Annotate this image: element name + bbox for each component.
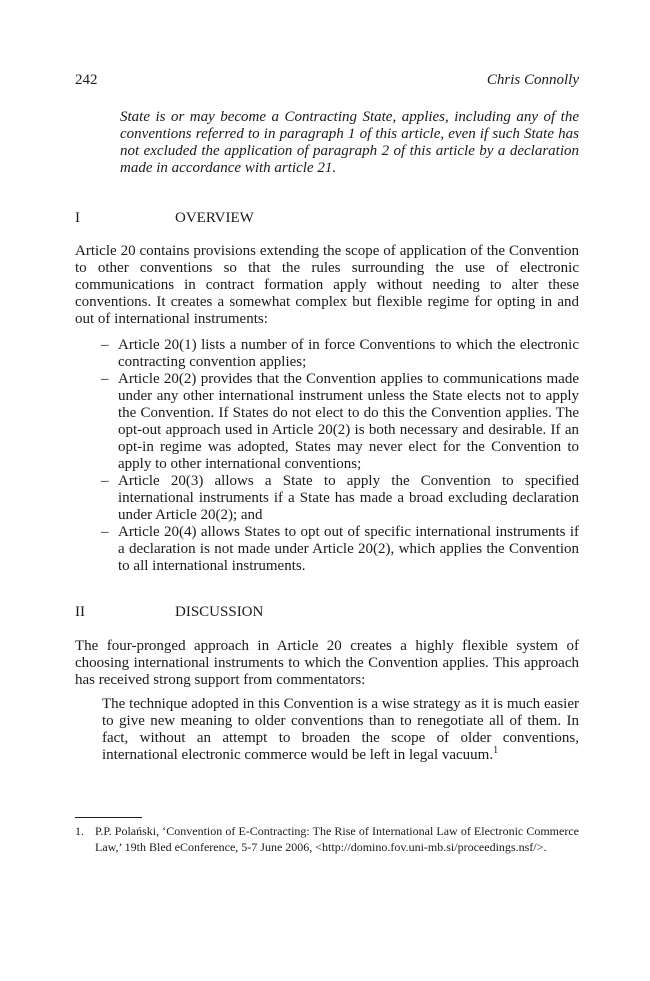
section-number: II [75, 604, 85, 620]
commentator-blockquote [102, 696, 579, 764]
discussion-paragraph: The four-pronged approach in Article 20 creates a highly flexible system of choosing international instruments to which the Convention applies. This approach has received strong support from commentators: [75, 638, 579, 688]
section-heading-discussion [75, 604, 579, 624]
list-item [101, 371, 579, 473]
list-item-text: Article 20(1) lists a number of in force Conventions to which the electronic contracting convention applies; [118, 337, 579, 370]
running-header [75, 72, 579, 92]
section-heading-overview [75, 210, 579, 230]
list-item-text: Article 20(3) allows a State to apply the Convention to specified international instruments if a State has made a broad excluding declaration under Article 20(2); and [118, 473, 579, 523]
section-title: DISCUSSION [175, 604, 264, 620]
footnote-text: P.P. Polański, ‘Convention of E-Contracting: The Rise of International Law of Electronic Commerce Law,’ 19th Bled eConference, 5-7 June 2006, <http://domino.fov.uni-mb.si/proceedings.nsf/>. [95, 824, 579, 854]
section-title: OVERVIEW [175, 210, 254, 226]
list-item-text: Article 20(4) allows States to opt out of specific international instruments if a declaration is not made under Article 20(2), which applies the Convention to all international instruments. [118, 524, 579, 574]
footnote [75, 823, 579, 855]
bullet-dash: – [101, 524, 109, 540]
section-number: I [75, 210, 80, 226]
intro-quote: State is or may become a Contracting State, applies, including any of the conventions referred to in paragraph 1 of this article, even if such State has not excluded the application of paragraph 2 of this article by a declaration made in accordance with article 21. [120, 109, 579, 176]
overview-bullet-list [101, 337, 579, 575]
footnote-reference[interactable]: 1 [493, 745, 499, 756]
list-item-text: Article 20(2) provides that the Convention applies to communications made under any other international instrument unless the State elects not to apply the Convention. If States do not elect to do this the Convention applies. The opt-out approach used in Article 20(2) is both necessary and desirable. If an opt-in regime was adopted, States may never elect for the Convention to apply to other international conventions; [118, 371, 579, 472]
bullet-dash: – [101, 337, 109, 353]
footnote-number: 1. [75, 824, 84, 838]
footnote-divider [75, 817, 142, 818]
list-item [101, 337, 579, 371]
blockquote-text: The technique adopted in this Convention is a wise strategy as it is much easier to give new meaning to older conventions than to renegotiate all of them. In fact, without an attempt to broaden the scope of older conventions, international electronic commerce would be left in legal vacuum. [102, 696, 579, 763]
list-item [101, 524, 579, 575]
bullet-dash: – [101, 371, 109, 387]
bullet-dash: – [101, 473, 109, 489]
page-number: 242 [75, 72, 98, 88]
overview-paragraph: Article 20 contains provisions extending the scope of application of the Convention to other conventions so that the rules surrounding the use of electronic communications in contract formation apply without needing to alter these conventions. It creates a somewhat complex but flexible regime for opting in and out of international instruments: [75, 243, 579, 327]
list-item [101, 473, 579, 524]
running-header-author: Chris Connolly [486, 72, 579, 88]
